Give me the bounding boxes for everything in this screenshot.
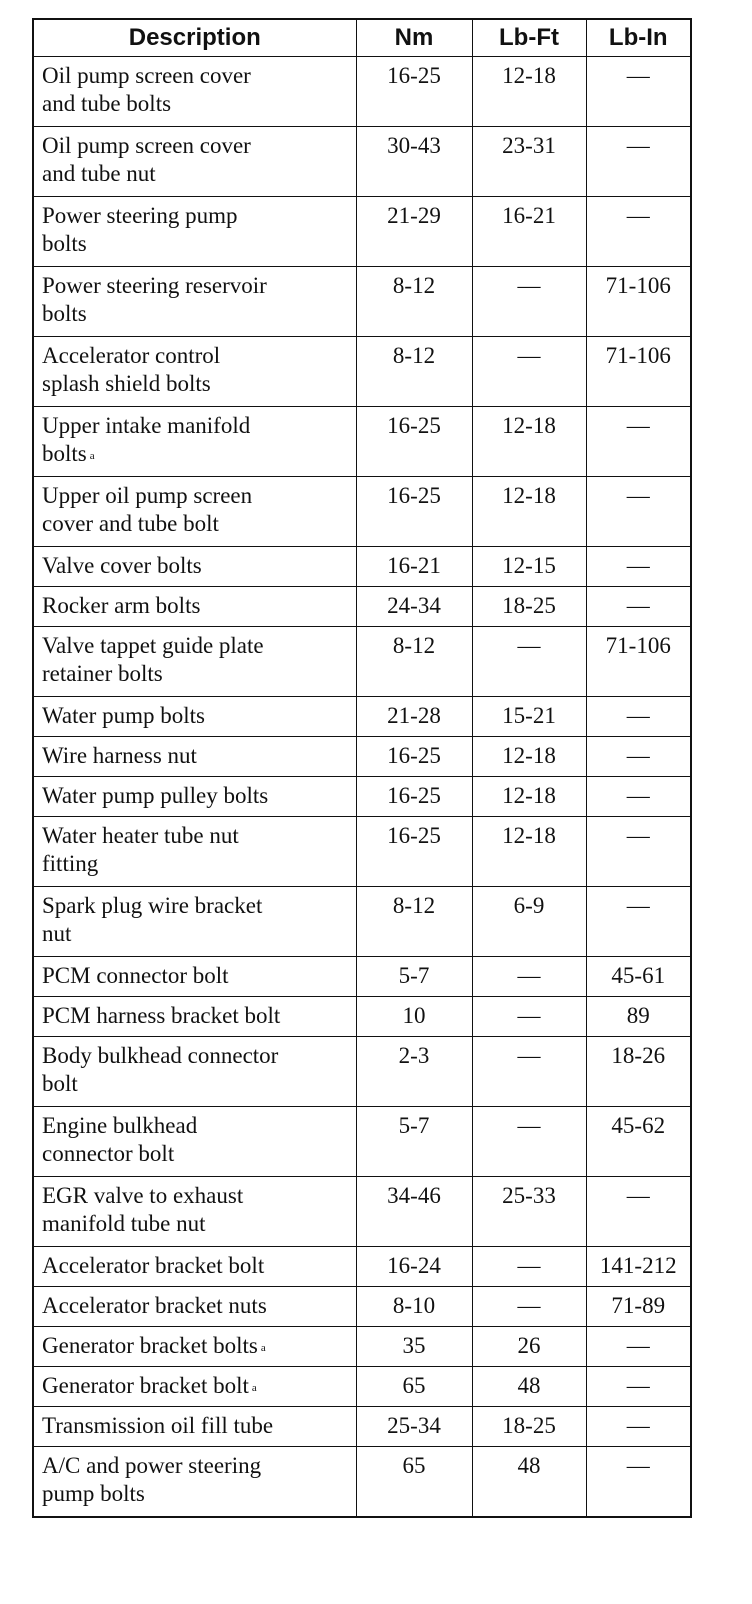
table-row — [33, 1407, 691, 1447]
description-text: Wire harness nut — [42, 743, 197, 768]
header-lb-in: Lb-In — [586, 19, 691, 57]
cell-lb-ft: 48 — [472, 1367, 586, 1407]
cell-nm: 5-7 — [356, 957, 472, 997]
cell-lb-in: — — [586, 1177, 691, 1247]
header-nm: Nm — [356, 19, 472, 57]
cell-lb-in: — — [586, 737, 691, 777]
description-line — [42, 702, 350, 730]
description-line — [42, 412, 350, 440]
description-line — [42, 230, 350, 258]
cell-description — [33, 997, 356, 1037]
cell-description — [33, 1247, 356, 1287]
cell-description — [33, 957, 356, 997]
description-line — [42, 440, 350, 468]
description-line — [42, 202, 350, 230]
cell-description — [33, 1367, 356, 1407]
cell-description — [33, 1407, 356, 1447]
cell-lb-in: — — [586, 197, 691, 267]
cell-nm: 10 — [356, 997, 472, 1037]
description-line — [42, 660, 350, 688]
description-text: Oil pump screen cover — [42, 63, 251, 88]
cell-description — [33, 337, 356, 407]
cell-lb-ft: 12-18 — [472, 817, 586, 887]
cell-lb-in: 45-61 — [586, 957, 691, 997]
cell-lb-ft: — — [472, 1247, 586, 1287]
table-row — [33, 337, 691, 407]
cell-nm: 65 — [356, 1367, 472, 1407]
table-row — [33, 1177, 691, 1247]
cell-description — [33, 1107, 356, 1177]
description-line — [42, 1412, 350, 1440]
description-text: PCM harness bracket bolt — [42, 1003, 281, 1028]
description-line — [42, 1480, 350, 1508]
description-line — [42, 1452, 350, 1480]
table-row — [33, 477, 691, 547]
cell-description — [33, 697, 356, 737]
cell-lb-ft: 15-21 — [472, 697, 586, 737]
torque-spec-table — [32, 18, 692, 1518]
cell-nm: 25-34 — [356, 1407, 472, 1447]
table-row — [33, 1327, 691, 1367]
cell-lb-in: 71-89 — [586, 1287, 691, 1327]
description-line — [42, 370, 350, 398]
description-line — [42, 920, 350, 948]
description-line — [42, 342, 350, 370]
cell-description — [33, 547, 356, 587]
cell-lb-in: — — [586, 407, 691, 477]
footnote-marker: a — [251, 1382, 257, 1394]
cell-lb-ft: — — [472, 1037, 586, 1107]
table-row — [33, 697, 691, 737]
description-line — [42, 592, 350, 620]
description-line — [42, 1070, 350, 1098]
cell-description — [33, 127, 356, 197]
description-line — [42, 132, 350, 160]
cell-lb-ft: 16-21 — [472, 197, 586, 267]
description-text: cover and tube bolt — [42, 511, 219, 536]
table-row — [33, 267, 691, 337]
cell-nm: 24-34 — [356, 587, 472, 627]
table-row — [33, 777, 691, 817]
cell-lb-in: — — [586, 777, 691, 817]
cell-lb-ft: 18-25 — [472, 1407, 586, 1447]
description-text: Water heater tube nut — [42, 823, 239, 848]
cell-lb-ft: 25-33 — [472, 1177, 586, 1247]
cell-lb-in: — — [586, 547, 691, 587]
cell-description — [33, 197, 356, 267]
cell-nm: 5-7 — [356, 1107, 472, 1177]
cell-lb-in: 71-106 — [586, 337, 691, 407]
description-text: PCM connector bolt — [42, 963, 229, 988]
cell-nm: 8-12 — [356, 337, 472, 407]
cell-description — [33, 627, 356, 697]
table-row — [33, 887, 691, 957]
cell-lb-ft: 48 — [472, 1447, 586, 1517]
cell-lb-ft: 12-18 — [472, 737, 586, 777]
description-line — [42, 272, 350, 300]
table-row — [33, 1367, 691, 1407]
description-text: bolts — [42, 301, 87, 326]
cell-lb-in: 71-106 — [586, 267, 691, 337]
cell-lb-ft: — — [472, 1287, 586, 1327]
cell-nm: 16-25 — [356, 817, 472, 887]
cell-description — [33, 267, 356, 337]
cell-nm: 8-12 — [356, 887, 472, 957]
description-text: Generator bracket bolt — [42, 1373, 249, 1398]
description-text: and tube bolts — [42, 91, 172, 116]
cell-lb-in: — — [586, 587, 691, 627]
cell-nm: 16-25 — [356, 57, 472, 127]
description-line — [42, 62, 350, 90]
description-text: pump bolts — [42, 1481, 145, 1506]
footnote-marker: a — [89, 450, 95, 462]
description-line — [42, 742, 350, 770]
cell-lb-ft: 18-25 — [472, 587, 586, 627]
description-line — [42, 962, 350, 990]
cell-lb-ft: 6-9 — [472, 887, 586, 957]
description-line — [42, 482, 350, 510]
description-text: Power steering pump — [42, 203, 238, 228]
cell-lb-in: — — [586, 1407, 691, 1447]
cell-nm: 34-46 — [356, 1177, 472, 1247]
description-text: Upper intake manifold — [42, 413, 251, 438]
cell-nm: 35 — [356, 1327, 472, 1367]
cell-lb-ft: 12-18 — [472, 57, 586, 127]
cell-lb-ft: 12-18 — [472, 477, 586, 547]
cell-nm: 16-25 — [356, 777, 472, 817]
cell-lb-in: — — [586, 1367, 691, 1407]
table-row — [33, 817, 691, 887]
description-text: Valve cover bolts — [42, 553, 202, 578]
cell-lb-ft: — — [472, 957, 586, 997]
description-line — [42, 1210, 350, 1238]
description-text: Spark plug wire bracket — [42, 893, 263, 918]
description-line — [42, 300, 350, 328]
description-line — [42, 1002, 350, 1030]
table-row — [33, 957, 691, 997]
description-line — [42, 1332, 350, 1360]
description-text: Body bulkhead connector — [42, 1043, 279, 1068]
cell-lb-in: — — [586, 1447, 691, 1517]
description-line — [42, 1140, 350, 1168]
description-line — [42, 822, 350, 850]
cell-lb-ft: 12-15 — [472, 547, 586, 587]
description-text: and tube nut — [42, 161, 156, 186]
cell-lb-ft: 26 — [472, 1327, 586, 1367]
cell-nm: 65 — [356, 1447, 472, 1517]
description-line — [42, 90, 350, 118]
table-row — [33, 127, 691, 197]
description-text: Accelerator control — [42, 343, 221, 368]
cell-nm: 16-25 — [356, 477, 472, 547]
table-row — [33, 1037, 691, 1107]
cell-description — [33, 1037, 356, 1107]
description-line — [42, 1252, 350, 1280]
description-text: Transmission oil fill tube — [42, 1413, 274, 1438]
table-row — [33, 407, 691, 477]
table-body — [33, 57, 691, 1517]
table-row — [33, 1447, 691, 1517]
description-text: Water pump pulley bolts — [42, 783, 269, 808]
cell-description — [33, 1447, 356, 1517]
cell-lb-in: — — [586, 127, 691, 197]
description-text: A/C and power steering — [42, 1453, 262, 1478]
description-text: Water pump bolts — [42, 703, 205, 728]
cell-lb-ft: — — [472, 1107, 586, 1177]
table-row — [33, 997, 691, 1037]
description-text: Valve tappet guide plate — [42, 633, 264, 658]
footnote-marker: a — [260, 1342, 266, 1354]
table-row — [33, 737, 691, 777]
table-row — [33, 197, 691, 267]
table-row — [33, 1287, 691, 1327]
cell-description — [33, 817, 356, 887]
description-line — [42, 1042, 350, 1070]
cell-lb-ft: — — [472, 337, 586, 407]
description-text: bolts — [42, 441, 87, 466]
description-text: Rocker arm bolts — [42, 593, 201, 618]
cell-description — [33, 737, 356, 777]
description-text: bolts — [42, 231, 87, 256]
cell-lb-ft: 23-31 — [472, 127, 586, 197]
cell-nm: 21-29 — [356, 197, 472, 267]
cell-lb-ft: 12-18 — [472, 777, 586, 817]
description-text: Accelerator bracket nuts — [42, 1293, 267, 1318]
cell-description — [33, 1327, 356, 1367]
cell-nm: 16-24 — [356, 1247, 472, 1287]
description-text: Power steering reservoir — [42, 273, 267, 298]
cell-lb-ft: — — [472, 997, 586, 1037]
description-text: Accelerator bracket bolt — [42, 1253, 265, 1278]
description-text: manifold tube nut — [42, 1211, 206, 1236]
table-row — [33, 1107, 691, 1177]
description-line — [42, 552, 350, 580]
cell-lb-in: — — [586, 1327, 691, 1367]
cell-lb-ft: — — [472, 627, 586, 697]
cell-nm: 2-3 — [356, 1037, 472, 1107]
cell-lb-in: — — [586, 887, 691, 957]
table-row — [33, 57, 691, 127]
description-line — [42, 1182, 350, 1210]
description-line — [42, 160, 350, 188]
cell-description — [33, 477, 356, 547]
description-text: Engine bulkhead — [42, 1113, 198, 1138]
description-text: bolt — [42, 1071, 78, 1096]
cell-nm: 8-12 — [356, 267, 472, 337]
description-text: connector bolt — [42, 1141, 175, 1166]
cell-lb-in: 89 — [586, 997, 691, 1037]
cell-lb-ft: 12-18 — [472, 407, 586, 477]
description-line — [42, 1292, 350, 1320]
cell-description — [33, 57, 356, 127]
cell-lb-in: 18-26 — [586, 1037, 691, 1107]
description-line — [42, 850, 350, 878]
table-row — [33, 547, 691, 587]
cell-nm: 16-25 — [356, 407, 472, 477]
description-line — [42, 1112, 350, 1140]
description-text: Oil pump screen cover — [42, 133, 251, 158]
cell-lb-in: — — [586, 57, 691, 127]
description-line — [42, 1372, 350, 1400]
table-row — [33, 587, 691, 627]
cell-nm: 8-12 — [356, 627, 472, 697]
cell-description — [33, 777, 356, 817]
cell-nm: 30-43 — [356, 127, 472, 197]
description-text: EGR valve to exhaust — [42, 1183, 244, 1208]
cell-lb-in: 45-62 — [586, 1107, 691, 1177]
cell-lb-ft: — — [472, 267, 586, 337]
cell-lb-in: 141-212 — [586, 1247, 691, 1287]
cell-lb-in: 71-106 — [586, 627, 691, 697]
description-text: Upper oil pump screen — [42, 483, 253, 508]
cell-nm: 21-28 — [356, 697, 472, 737]
cell-nm: 16-25 — [356, 737, 472, 777]
cell-lb-in: — — [586, 697, 691, 737]
header-lb-ft: Lb-Ft — [472, 19, 586, 57]
description-text: splash shield bolts — [42, 371, 211, 396]
cell-lb-in: — — [586, 817, 691, 887]
description-text: fitting — [42, 851, 99, 876]
table-row — [33, 627, 691, 697]
cell-nm: 16-21 — [356, 547, 472, 587]
header-description: Description — [33, 19, 356, 57]
cell-description — [33, 407, 356, 477]
description-line — [42, 632, 350, 660]
cell-description — [33, 887, 356, 957]
table-row — [33, 1247, 691, 1287]
description-line — [42, 782, 350, 810]
header-row — [33, 19, 691, 57]
description-text: retainer bolts — [42, 661, 163, 686]
cell-description — [33, 1177, 356, 1247]
cell-description — [33, 1287, 356, 1327]
description-text: Generator bracket bolts — [42, 1333, 258, 1358]
cell-description — [33, 587, 356, 627]
cell-nm: 8-10 — [356, 1287, 472, 1327]
description-text: nut — [42, 921, 72, 946]
description-line — [42, 510, 350, 538]
cell-lb-in: — — [586, 477, 691, 547]
description-line — [42, 892, 350, 920]
